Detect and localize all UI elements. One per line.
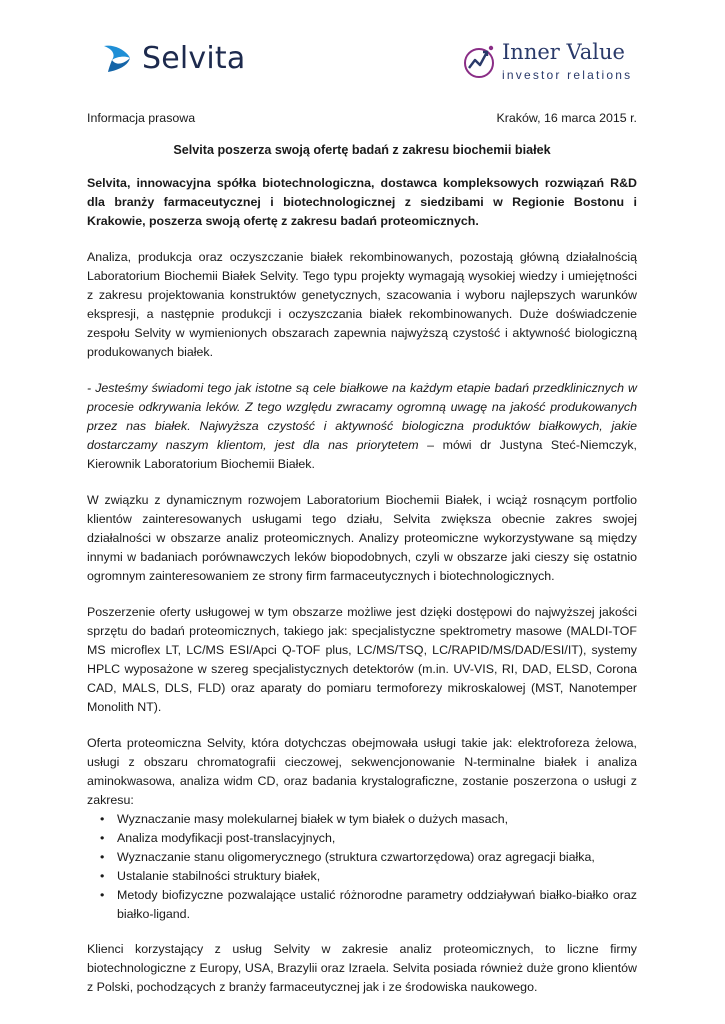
selvita-logo — [100, 40, 245, 76]
document-body — [87, 174, 637, 1014]
place-date: Kraków, 16 marca 2015 r. — [496, 111, 637, 125]
bullet-icon: • — [100, 850, 105, 864]
meta-row — [87, 111, 637, 129]
list-item: • Metody biofizyczne pozwalające ustalić różnorodne parametry oddziaływań białko-białko oraz białko-ligand. — [100, 888, 637, 921]
quote-attribution: – mówi dr Justyna Steć-Niemczyk, Kierownik Laboratorium Biochemii Białek. — [87, 438, 637, 471]
document-header — [0, 0, 725, 100]
quote-text: - Jesteśmy świadomi tego jak istotne są cele białkowe na każdym etapie badań przedklinicznych w procesie odkrywania leków. Z tego względu zwracamy ogromną uwagę na jakość produkowanych przez nas białek. Najwyższa czystość i aktywność biologiczna produktów białkowych, jakie dostarczamy naszym klientom, jest dla nas priorytetem — [87, 381, 637, 452]
inner-value-logo-name: Inner Value — [502, 40, 625, 64]
lead-paragraph: Selvita, innowacyjna spółka biotechnologiczna, dostawca kompleksowych rozwiązań R&D dla branży farmaceutycznej i biotechnologicznej z siedzibami w Regionie Bostonu i Krakowie, poszerza swoją ofertę z zakresu badań proteomicznych. — [87, 176, 637, 228]
paragraph-growth: W związku z dynamicznym rozwojem Laboratorium Biochemii Białek, i wciąż rosnącym portfolio klientów zainteresowanych usługami tego działu, Selvita zwiększa obecnie zakres swojej działalności w obszarze analiz proteomicznych. Analizy proteomiczne wykorzystywane są między innymi w badaniach porównawczych leków biopodobnych, czyli w obszarze jaki cieszy się ostatnio ogromnym zainteresowaniem ze strony firm farmaceutycznych i biotechnologicznych. — [87, 493, 637, 583]
press-release-label: Informacja prasowa — [87, 111, 196, 125]
services-list — [87, 810, 637, 924]
bullet-icon: • — [100, 888, 105, 902]
quote-paragraph — [87, 379, 637, 474]
inner-value-logo-mark-icon — [462, 42, 500, 82]
bullet-icon: • — [100, 869, 105, 883]
paragraph-lab-overview: Analiza, produkcja oraz oczyszczanie białek rekombinowanych, pozostają główną działalnością Laboratorium Biochemii Białek Selvity. Tego typu projekty wymagają wysokiej wiedzy i umiejętności z zakresu projektowania konstruktów genetycznych, szacowania i wyboru najlepszych warunków ekspresji, a następnie produkcji i oczyszczania białek rekombinowanych. Duże doświadczenie zespołu Selvity w wymienionych obszarach zapewnia najwyższą czystość i aktywność biologiczną produkowanych białek. — [87, 250, 637, 359]
list-item: • Ustalanie stabilności struktury białek, — [87, 867, 637, 886]
bullet-icon: • — [100, 831, 105, 845]
bullet-icon: • — [100, 812, 105, 826]
paragraph-offer: Oferta proteomiczna Selvity, która dotychczas obejmowała usługi takie jak: elektroforeza żelowa, usługi z obszaru chromatografii cieczowej, sekwencjonowanie N-terminalne białek i analiza aminokwasowa, analiza widm CD, oraz badania krystalograficzne, zostanie poszerzona o usługi z zakresu: — [87, 736, 637, 807]
inner-value-logo — [462, 40, 662, 90]
selvita-logo-text: Selvita — [142, 40, 246, 76]
inner-value-logo-tagline: investor relations — [502, 68, 633, 82]
list-item: • Analiza modyfikacji post-translacyjnych, — [87, 829, 637, 848]
paragraph-clients: Klienci korzystający z usług Selvity w zakresie analiz proteomicznych, to liczne firmy biotechnologiczne z Europy, USA, Brazylii oraz Izraela. Selvita posiada również duże grono klientów z Polski, pochodzących z branży farmaceutycznej jak i ze środowiska naukowego. — [87, 942, 637, 994]
list-item: • Wyznaczanie stanu oligomerycznego (struktura czwartorzędowa) oraz agregacji białka, — [87, 848, 637, 867]
list-item: • Wyznaczanie masy molekularnej białek w tym białek o dużych masach, — [87, 810, 637, 829]
document-title: Selvita poszerza swoją ofertę badań z zakresu biochemii białek — [173, 143, 551, 157]
selvita-logo-mark-icon — [100, 40, 136, 76]
paragraph-equipment: Poszerzenie oferty usługowej w tym obszarze możliwe jest dzięki dostępowi do najwyższej jakości sprzętu do badań proteomicznych, takiego jak: specjalistyczne spektrometry masowe (MALDI-TOF MS microflex LT, LC/MS ESI/Apci Q-TOF plus, LC/MS/TSQ, LC/RAPID/MS/DAD/ESI/IT), systemy HPLC wyposażone w szereg specjalistycznych detektorów (m.in. UV-VIS, RI, DAD, ELSD, Corona CAD, MALS, DLS, FLD) oraz aparaty do pomiaru termoforezy mikroskalowej (MST, Nanotemper Monolith NT). — [87, 605, 637, 714]
